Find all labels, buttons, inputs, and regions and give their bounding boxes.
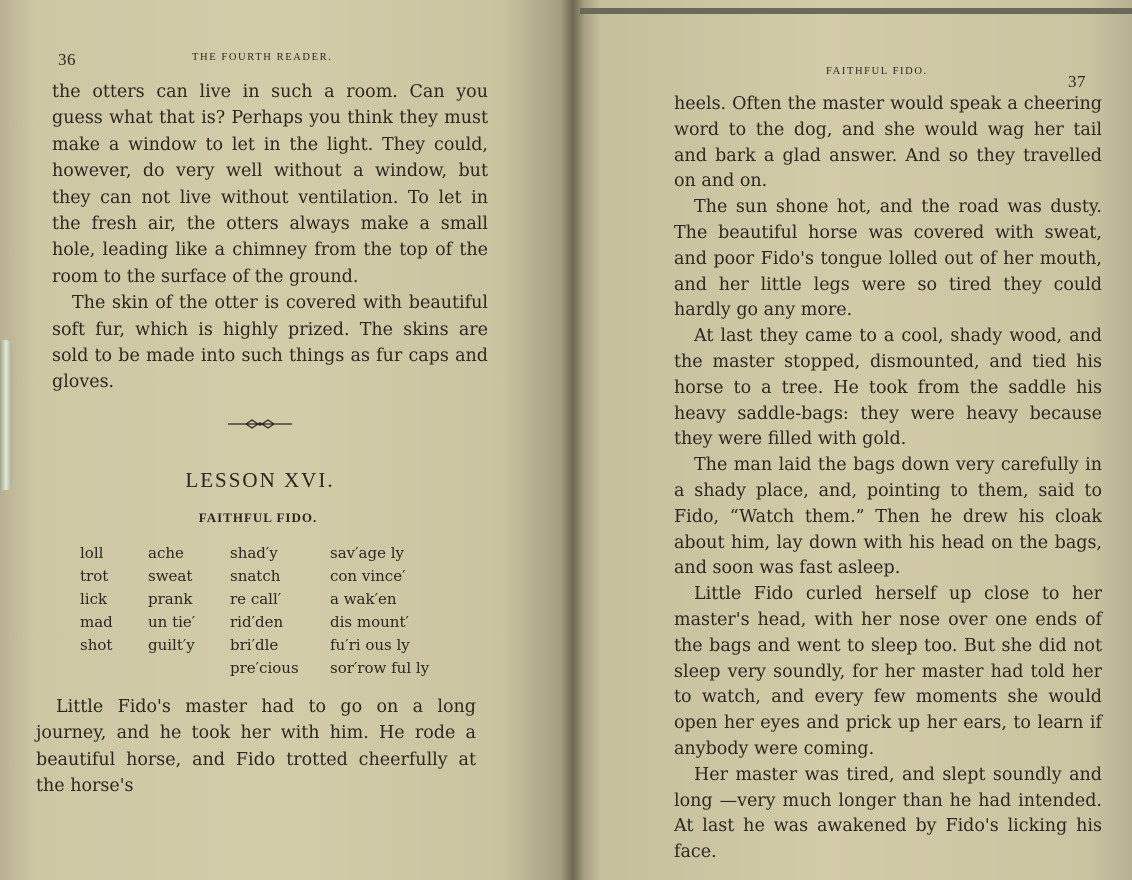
paragraph: The sun shone hot, and the road was dusty. The beautiful horse was covered with sweat, and poor Fido's tongue lolled out of her mouth, and her little legs were so tired they could hardly go any more. [674, 197, 1102, 321]
right-body-text [674, 92, 1102, 866]
vocabulary-column [330, 542, 429, 680]
vocab-word: a wak′en [330, 590, 397, 608]
paragraph: the otters can live in such a room. Can you guess what that is? Perhaps you think they must make a window to let in the light. They could, however, do very well without a window, but they can not live without ventilation. To let in the fresh air, the otters always make a small hole, leading like a chimney from the top of the room to the surface of the ground. [52, 82, 488, 287]
paragraph: The skin of the otter is covered with beautiful soft fur, which is highly prized. The skins are sold to be made into such things as fur caps and gloves. [52, 293, 488, 393]
vocab-word: bri′dle [230, 636, 279, 654]
vocab-word: sor′row ful ly [330, 659, 430, 677]
vocab-word: shad′y [230, 544, 278, 562]
paragraph: Little Fido curled herself up close to her master's head, with her nose over one ends of the bags and went to sleep too. But she did not sleep very soundly, for her master had told her to watch, and every few moments she would open her eyes and prick up her ears, to learn if anybody were coming. [674, 584, 1102, 759]
paragraph: Her master was tired, and slept soundly and long —very much longer than he had intended. At last he was awakened by Fido's licking his face. [674, 764, 1102, 863]
vocab-word: guilt′y [148, 636, 195, 654]
vocab-word: shot [80, 636, 113, 654]
book-cover-edge [580, 8, 1132, 14]
ornament-divider [226, 416, 294, 432]
right-page [572, 0, 1132, 880]
vocab-word: rid′den [230, 613, 284, 631]
book-gutter [560, 0, 584, 880]
running-head-left: THE FOURTH READER. [192, 52, 333, 63]
paragraph: At last they came to a cool, shady wood, and the master stopped, dismounted, and tied his horse to a tree. He took from the saddle his heavy saddle-bags: they were heavy because they were filled with gold. [674, 326, 1102, 450]
story-text-left [36, 694, 476, 800]
vocabulary-column [230, 542, 299, 680]
vocabulary-list [80, 542, 480, 692]
vocab-word: pre′cious [230, 659, 299, 677]
vocab-word: fu′ri ous ly [330, 636, 410, 654]
vocab-word: loll [80, 544, 104, 562]
paragraph: Little Fido's master had to go on a long journey, and he took her with him. He rode a beautiful horse, and Fido trotted cheerfully at the horse's [36, 697, 476, 797]
page-number-right: 37 [1068, 72, 1086, 91]
lesson-subtitle: FAITHFUL FIDO. [198, 510, 318, 525]
vocabulary-column [148, 542, 195, 657]
paragraph: The man laid the bags down very carefully in a shady place, and, pointing to them, said to Fido, “Watch them.” Then he drew his cloak about him, lay down with his head on the bags, and soon was fast asleep. [674, 455, 1102, 579]
left-body-text [52, 79, 488, 396]
vocab-word: sweat [148, 567, 193, 585]
vocab-word: ache [148, 544, 184, 562]
paragraph: heels. Often the master would speak a cheering word to the dog, and she would wag her tail and bark a glad answer. And so they travelled on and on. [674, 94, 1102, 192]
page-number-left: 36 [58, 50, 76, 69]
vocab-word: lick [80, 590, 108, 608]
running-head-right: FAITHFUL FIDO. [826, 66, 928, 77]
vocabulary-column [80, 542, 113, 657]
vocab-word: trot [80, 567, 109, 585]
vocab-word: snatch [230, 567, 281, 585]
vocab-word: un tie′ [148, 613, 196, 631]
vocab-word: re call′ [230, 590, 282, 608]
vocab-word: con vince′ [330, 567, 406, 585]
vocab-word: dis mount′ [330, 613, 409, 631]
lesson-title: LESSON XVI. [185, 468, 335, 492]
vocab-word: prank [148, 590, 193, 608]
vocab-word: mad [80, 613, 113, 631]
vocab-word: sav′age ly [330, 544, 404, 562]
